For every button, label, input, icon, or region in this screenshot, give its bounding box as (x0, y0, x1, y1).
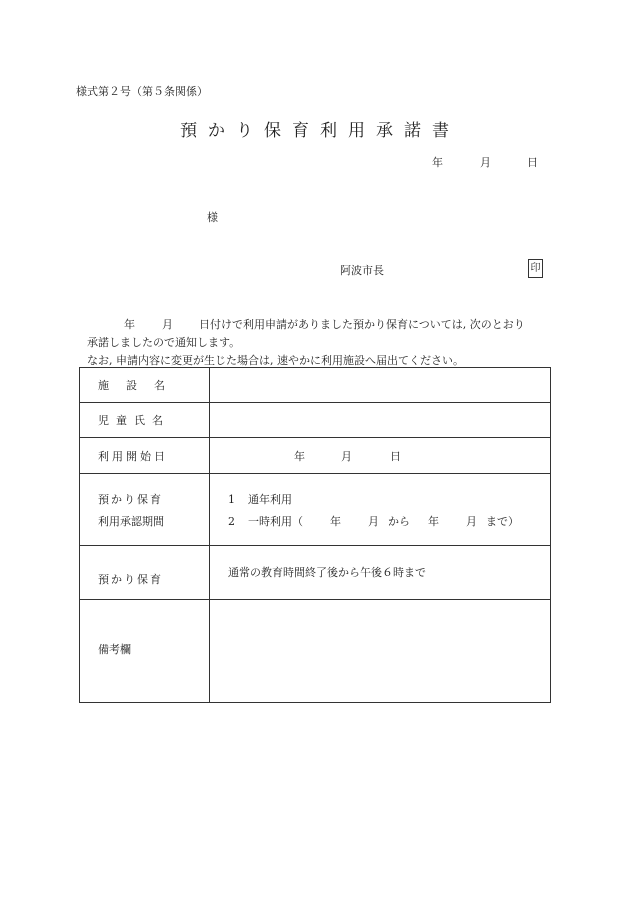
body-line1: 日付けで利用申請がありました預かり保育については, 次のとおり (199, 318, 525, 331)
body-month: 月 (162, 318, 173, 331)
start-date-label: 利 用 開 始 日 (80, 438, 210, 474)
table-row-start-date (80, 438, 551, 474)
facility-value[interactable] (210, 368, 551, 403)
body-line2: 承諾しましたので通知します。 (87, 336, 241, 349)
hours-value: 通常の教育時間終了後から午後６時まで (210, 546, 551, 600)
title-char: 利 (320, 121, 338, 141)
title-char: り (236, 121, 254, 141)
remarks-value[interactable] (210, 600, 551, 703)
table-row-period (80, 474, 551, 546)
date-day: 日 (527, 156, 538, 169)
title-char: 諾 (404, 121, 422, 141)
facility-label: 施 設 名 (80, 368, 210, 403)
body-line3: なお, 申請内容に変更が生じた場合は, 速やかに利用施設へ届出てください。 (87, 354, 464, 367)
period-label: 預かり保育 利用承認期間 (80, 474, 210, 546)
period-option-temporary: 2 一時利用（ 年 月 から 年 月 まで） (228, 514, 519, 528)
child-name-label: 児 童 氏 名 (80, 403, 210, 438)
date-year: 年 (432, 156, 443, 169)
table-row-remarks (80, 600, 551, 703)
seal-mark: 印 (528, 259, 543, 278)
recipient-suffix: 様 (207, 211, 218, 224)
form-number: 様式第２号（第５条関係） (76, 85, 208, 98)
title-char: 承 (376, 121, 394, 141)
issuer-name: 阿波市長 (340, 264, 384, 277)
body-year: 年 (124, 318, 135, 331)
hours-label: 預かり保育 (80, 546, 210, 600)
remarks-label: 備考欄 (80, 600, 210, 703)
child-name-value[interactable] (210, 403, 551, 438)
period-option-annual: 1 通年利用 (228, 492, 292, 506)
date-month: 月 (480, 156, 491, 169)
approval-form-table (79, 367, 551, 703)
title-char: 書 (432, 121, 450, 141)
table-row-facility (80, 368, 551, 403)
title-char: 保 (264, 121, 282, 141)
title-char: か (208, 121, 226, 141)
table-row-child (80, 403, 551, 438)
title-char: 用 (348, 121, 366, 141)
start-date-value[interactable]: 年 月 日 (210, 438, 551, 474)
period-value[interactable] (210, 474, 551, 546)
title-char: 育 (292, 121, 310, 141)
document-title (0, 116, 630, 141)
title-char: 預 (180, 121, 198, 141)
table-row-hours (80, 546, 551, 600)
